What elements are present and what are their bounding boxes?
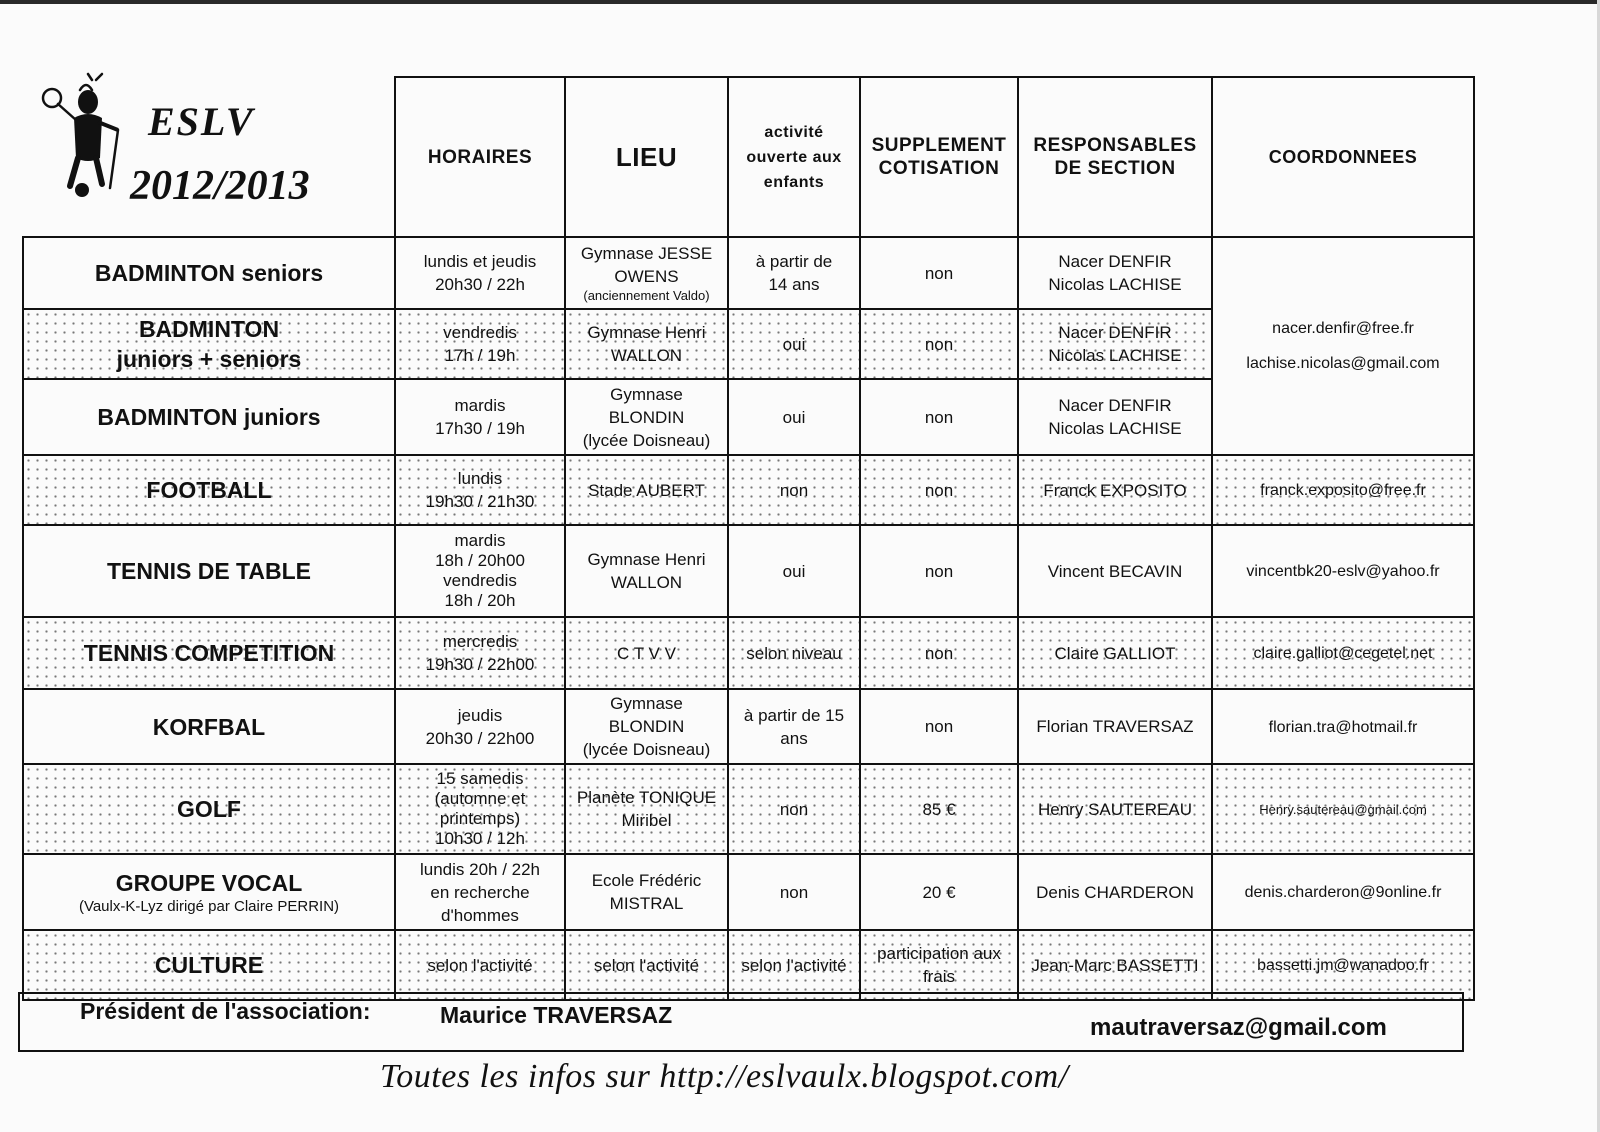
president-email[interactable]: mautraversaz@gmail.com: [1090, 1014, 1387, 1041]
horaires-cell: lundis 20h / 22h en recherche d'hommes: [395, 854, 565, 930]
col-coordonnees: COORDONNEES: [1212, 77, 1474, 237]
section-name: BADMINTON juniors + seniors: [23, 309, 395, 379]
table-row: [23, 854, 1474, 930]
season-year: 2012/2013: [130, 163, 310, 209]
lieu-cell: selon l'activité: [565, 930, 728, 1000]
lieu-cell: Planète TONIQUE Miribel: [565, 764, 728, 854]
responsables-cell: Jean-Marc BASSETTI: [1018, 930, 1212, 1000]
email-link[interactable]: franck.exposito@free.fr: [1260, 482, 1426, 499]
supplement-cell: non: [860, 525, 1018, 617]
enfants-cell: à partir de 14 ans: [728, 237, 860, 309]
col-horaires: HORAIRES: [395, 77, 565, 237]
enfants-cell: à partir de 15 ans: [728, 689, 860, 764]
supplement-cell: 20 €: [860, 854, 1018, 930]
responsables-cell: Henry SAUTEREAU: [1018, 764, 1212, 854]
enfants-cell: oui: [728, 309, 860, 379]
enfants-cell: selon niveau: [728, 617, 860, 689]
supplement-cell: non: [860, 617, 1018, 689]
lieu-cell: Stade AUBERT: [565, 455, 728, 525]
section-name: BADMINTON seniors: [23, 237, 395, 309]
horaires-cell: mercredis 19h30 / 22h00: [395, 617, 565, 689]
section-name: KORFBAL: [23, 689, 395, 764]
responsables-cell: Nacer DENFIR Nicolas LACHISE: [1018, 309, 1212, 379]
footer-blog-link[interactable]: Toutes les infos sur http://eslvaulx.blogspot.com/: [380, 1058, 1069, 1095]
horaires-cell: lundis 19h30 / 21h30: [395, 455, 565, 525]
coordonnees-cell: [1212, 525, 1474, 617]
lieu-cell: Gymnase Henri WALLON: [565, 309, 728, 379]
responsables-cell: Vincent BECAVIN: [1018, 525, 1212, 617]
supplement-cell: 85 €: [860, 764, 1018, 854]
table-row: [23, 455, 1474, 525]
horaires-cell: vendredis 17h / 19h: [395, 309, 565, 379]
logo-sportsman-icon: [40, 70, 130, 200]
enfants-cell: oui: [728, 379, 860, 455]
supplement-cell: non: [860, 379, 1018, 455]
section-name: FOOTBALL: [23, 455, 395, 525]
horaires-cell: mardis 17h30 / 19h: [395, 379, 565, 455]
section-name: TENNIS COMPETITION: [23, 617, 395, 689]
scan-edge: [0, 0, 1600, 4]
col-enfants: activité ouverte aux enfants: [728, 77, 860, 237]
section-name: TENNIS DE TABLE: [23, 525, 395, 617]
president-name: Maurice TRAVERSAZ: [440, 1002, 673, 1028]
email-link[interactable]: denis.charderon@9online.fr: [1244, 884, 1442, 901]
responsables-cell: Nacer DENFIR Nicolas LACHISE: [1018, 379, 1212, 455]
col-supplement: SUPPLEMENT COTISATION: [860, 77, 1018, 237]
coordonnees-cell: [1212, 455, 1474, 525]
col-lieu: LIEU: [565, 77, 728, 237]
lieu-note: (anciennement Valdo): [583, 288, 710, 303]
enfants-cell: selon l'activité: [728, 930, 860, 1000]
supplement-cell: non: [860, 689, 1018, 764]
lieu-cell: Gymnase JESSE OWENS (anciennement Valdo): [565, 237, 728, 309]
table-row: [23, 617, 1474, 689]
enfants-cell: non: [728, 764, 860, 854]
coordonnees-cell: [1212, 617, 1474, 689]
email-link[interactable]: bassetti.jm@wanadoo.fr: [1257, 957, 1429, 974]
table-row: [23, 764, 1474, 854]
email-link[interactable]: Henry.sautereau@gmail.com: [1259, 802, 1427, 817]
horaires-cell: 15 samedis (automne et printemps) 10h30 / 12h: [395, 764, 565, 854]
responsables-cell: Nacer DENFIR Nicolas LACHISE: [1018, 237, 1212, 309]
supplement-cell: participation aux frais: [860, 930, 1018, 1000]
header-area: [30, 70, 400, 230]
enfants-cell: non: [728, 854, 860, 930]
horaires-cell: lundis et jeudis 20h30 / 22h: [395, 237, 565, 309]
page-title: ESLV: [148, 99, 255, 144]
enfants-cell: oui: [728, 525, 860, 617]
lieu-cell: Gymnase BLONDIN (lycée Doisneau): [565, 689, 728, 764]
supplement-cell: non: [860, 309, 1018, 379]
lieu-cell: Gymnase Henri WALLON: [565, 525, 728, 617]
coordonnees-cell: [1212, 930, 1474, 1000]
president-label: Président de l'association:: [80, 998, 371, 1024]
lieu-cell: Gymnase BLONDIN (lycée Doisneau): [565, 379, 728, 455]
section-name: BADMINTON juniors: [23, 379, 395, 455]
table-row: [23, 237, 1474, 309]
section-name: CULTURE: [23, 930, 395, 1000]
responsables-cell: Denis CHARDERON: [1018, 854, 1212, 930]
section-note: (Vaulx-K-Lyz dirigé par Claire PERRIN): [78, 898, 340, 915]
col-responsables: RESPONSABLES DE SECTION: [1018, 77, 1212, 237]
coordonnees-cell: [1212, 854, 1474, 930]
supplement-cell: non: [860, 455, 1018, 525]
email-link[interactable]: nacer.denfir@free.fr: [1272, 320, 1414, 337]
enfants-cell: non: [728, 455, 860, 525]
lieu-cell: C T V V: [565, 617, 728, 689]
president-row: [18, 992, 1464, 1052]
coordonnees-cell: [1212, 689, 1474, 764]
email-link[interactable]: florian.tra@hotmail.fr: [1268, 718, 1418, 736]
table-row: [23, 525, 1474, 617]
responsables-cell: Franck EXPOSITO: [1018, 455, 1212, 525]
email-link[interactable]: lachise.nicolas@gmail.com: [1246, 355, 1440, 372]
horaires-cell: jeudis 20h30 / 22h00: [395, 689, 565, 764]
coordonnees-cell: [1212, 764, 1474, 854]
section-name: GOLF: [23, 764, 395, 854]
badminton-contacts: [1212, 237, 1474, 455]
email-link[interactable]: claire.galliot@cegetel.net: [1253, 645, 1433, 662]
lieu-cell: Ecole Frédéric MISTRAL: [565, 854, 728, 930]
responsables-cell: Claire GALLIOT: [1018, 617, 1212, 689]
horaires-cell: mardis 18h / 20h00 vendredis 18h / 20h: [395, 525, 565, 617]
horaires-cell: selon l'activité: [395, 930, 565, 1000]
section-name: GROUPE VOCAL (Vaulx-K-Lyz dirigé par Claire PERRIN): [23, 854, 395, 930]
email-link[interactable]: vincentbk20-eslv@yahoo.fr: [1246, 563, 1440, 580]
table-row: [23, 930, 1474, 1000]
supplement-cell: non: [860, 237, 1018, 309]
responsables-cell: Florian TRAVERSAZ: [1018, 689, 1212, 764]
table-row: [23, 689, 1474, 764]
